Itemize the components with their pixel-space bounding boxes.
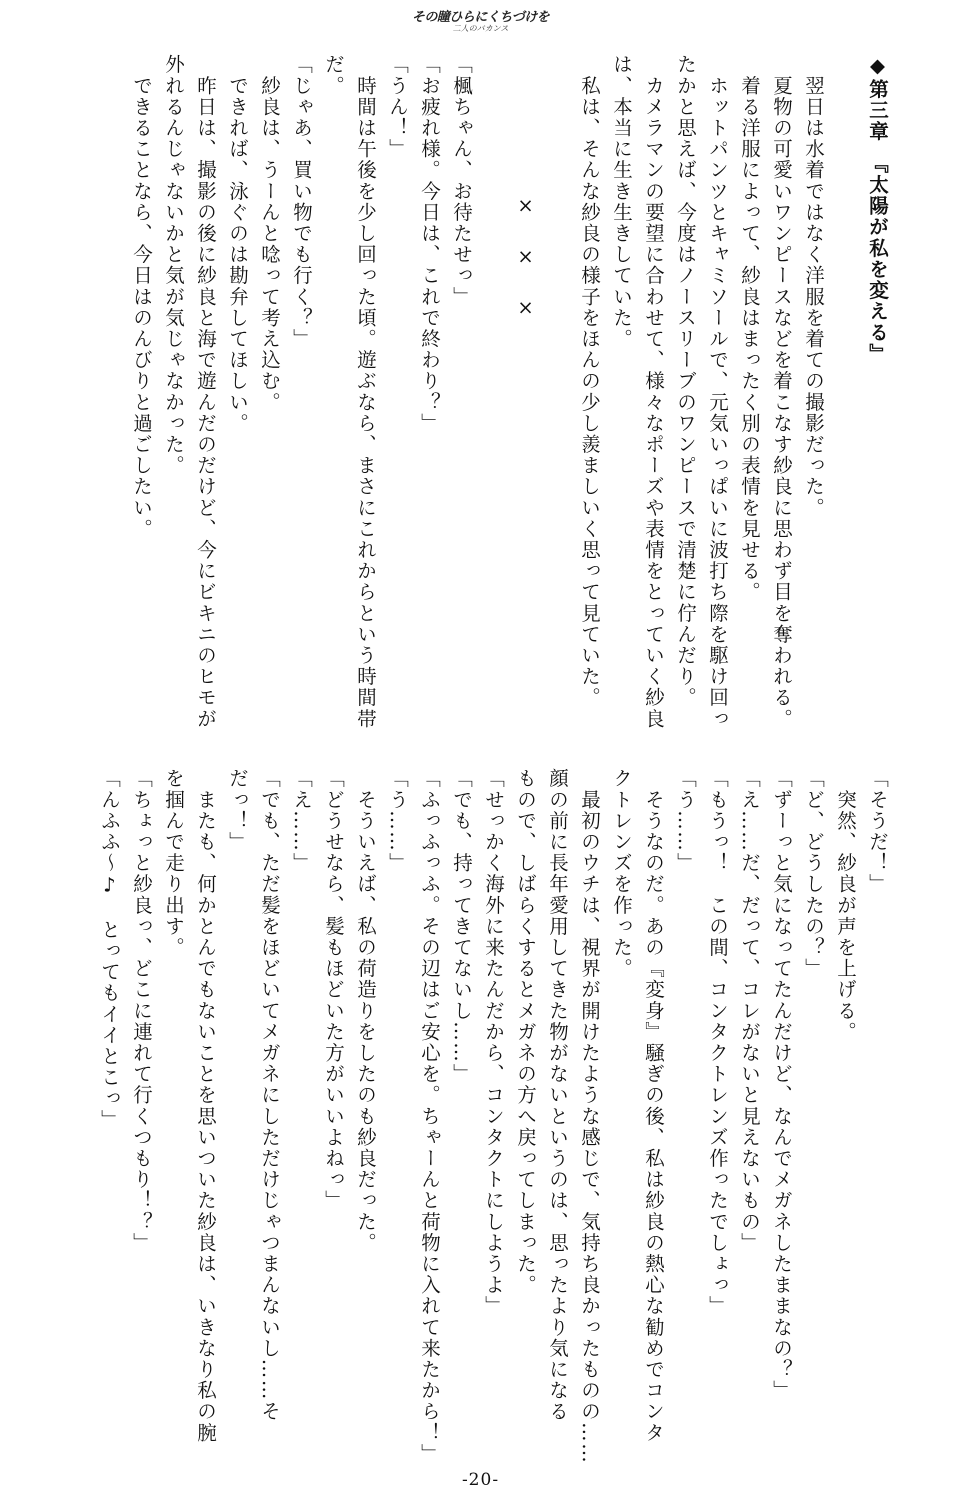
text-line: 「う……」 bbox=[386, 768, 409, 874]
text-line: 突然、紗良が声を上げる。 bbox=[834, 768, 857, 1043]
page-number: -20- bbox=[461, 1470, 500, 1490]
text-line: だ。 bbox=[322, 54, 345, 97]
text-line: 「ずーっと気になってたんだけど、なんでメガネしたままなの？」 bbox=[770, 768, 793, 1401]
text-line: 「でも、持ってきてないし……」 bbox=[450, 768, 473, 1085]
text-line: 「え……」 bbox=[290, 768, 313, 874]
text-line: 「ど、どうしたの？」 bbox=[802, 768, 825, 979]
text-line: できることなら、今日はのんびりと過ごしたい。 bbox=[130, 54, 153, 540]
text-line: そうなのだ。あの『変身』騒ぎの後、私は紗良の熱心な勧めでコンタ bbox=[642, 768, 665, 1444]
text-line: 「どうせなら、髪もほどいた方がいいよねっ」 bbox=[322, 768, 345, 1212]
text-line: またも、何かとんでもないことを思いついた紗良は、いきなり私の腕 bbox=[194, 768, 217, 1444]
text-line: 紗良は、うーんと唸って考え込む。 bbox=[258, 54, 281, 413]
text-line: 「え……だ、だって、コレがないと見えないもの」 bbox=[738, 768, 761, 1254]
text-line: だっ！」 bbox=[226, 768, 249, 853]
chapter-heading: ◆第三章 『太陽が私を変える』 bbox=[866, 54, 889, 365]
text-line: 「お疲れ様。今日は、これで終わり？」 bbox=[418, 54, 441, 434]
text-line: できれば、泳ぐのは勘弁してほしい。 bbox=[226, 54, 249, 434]
text-line: たかと思えば、今度はノースリーブのワンピースで清楚に佇んだり。 bbox=[674, 54, 697, 709]
book-title-logo: その瞳ひらにくちづけを bbox=[411, 10, 550, 25]
scene-separator: ××× bbox=[514, 194, 537, 347]
text-line: 「でも、ただ髪をほどいてメガネにしただけじゃつまんないし……そ bbox=[258, 768, 281, 1423]
text-line: 「せっかく海外に来たんだから、コンタクトにしようよ」 bbox=[482, 768, 505, 1317]
text-line: 最初のウチは、視界が開けたような感じで、気持ち良かったものの…… bbox=[578, 768, 601, 1465]
text-line: 「ちょっと紗良っ、どこに連れて行くつもり！？」 bbox=[130, 768, 153, 1254]
text-line: 「もうっ！ この間、コンタクトレンズ作ったでしょっ」 bbox=[706, 768, 729, 1317]
text-line: カメラマンの要望に合わせて、様々なポーズや表情をとっていく紗良 bbox=[642, 54, 665, 730]
text-line: 夏物の可愛いワンピースなどを着こなす紗良に思わず目を奪われる。 bbox=[770, 54, 793, 730]
text-line: 「うん！」 bbox=[386, 54, 409, 160]
text-line: もので、しばらくするとメガネの方へ戻ってしまった。 bbox=[514, 768, 537, 1296]
upper-text-block bbox=[125, 54, 893, 730]
text-line: 着る洋服によって、紗良はまったく別の表情を見せる。 bbox=[738, 54, 761, 603]
lower-text-block bbox=[93, 768, 893, 1465]
book-subtitle-logo: 二人のバカンス bbox=[452, 24, 509, 33]
text-line: 時間は午後を少し回った頃。遊ぶなら、まさにこれからという時間帯 bbox=[354, 54, 377, 730]
text-line: は、本当に生き生きしていた。 bbox=[610, 54, 633, 350]
text-line: 翌日は水着ではなく洋服を着ての撮影だった。 bbox=[802, 54, 825, 519]
blank-line bbox=[477, 54, 509, 704]
text-line: 昨日は、撮影の後に紗良と海で遊んだのだけど、今にビキニのヒモが bbox=[194, 54, 217, 730]
text-line: 「楓ちゃん、お待たせっ」 bbox=[450, 54, 473, 308]
text-line: 私は、そんな紗良の様子をほんの少し羨ましいく思って見ていた。 bbox=[578, 54, 601, 709]
text-line: 外れるんじゃないかと気が気じゃなかった。 bbox=[162, 54, 185, 476]
text-line: 「ふっふっふ。その辺はご安心を。ちゃーんと荷物に入れて来たから！」 bbox=[418, 768, 441, 1465]
text-line: 顔の前に長年愛用してきた物がないというのは、思ったより気になる bbox=[546, 768, 569, 1423]
text-line: 「んふふ～♪ とってもイイとこっ」 bbox=[98, 768, 121, 1131]
text-line: 「う……」 bbox=[674, 768, 697, 874]
blank-line bbox=[541, 54, 573, 704]
text-line: 「そうだ！」 bbox=[866, 768, 889, 895]
text-line: そういえば、私の荷造りをしたのも紗良だった。 bbox=[354, 768, 377, 1254]
blank-line bbox=[829, 54, 861, 704]
text-line: クトレンズを作った。 bbox=[610, 768, 633, 979]
running-header bbox=[0, 6, 961, 34]
text-line: ホットパンツとキャミソールで、元気いっぱいに波打ち際を駆け回っ bbox=[706, 54, 729, 730]
text-line: 「じゃあ、買い物でも行く？」 bbox=[290, 54, 313, 350]
text-line: を掴んで走り出す。 bbox=[162, 768, 185, 958]
